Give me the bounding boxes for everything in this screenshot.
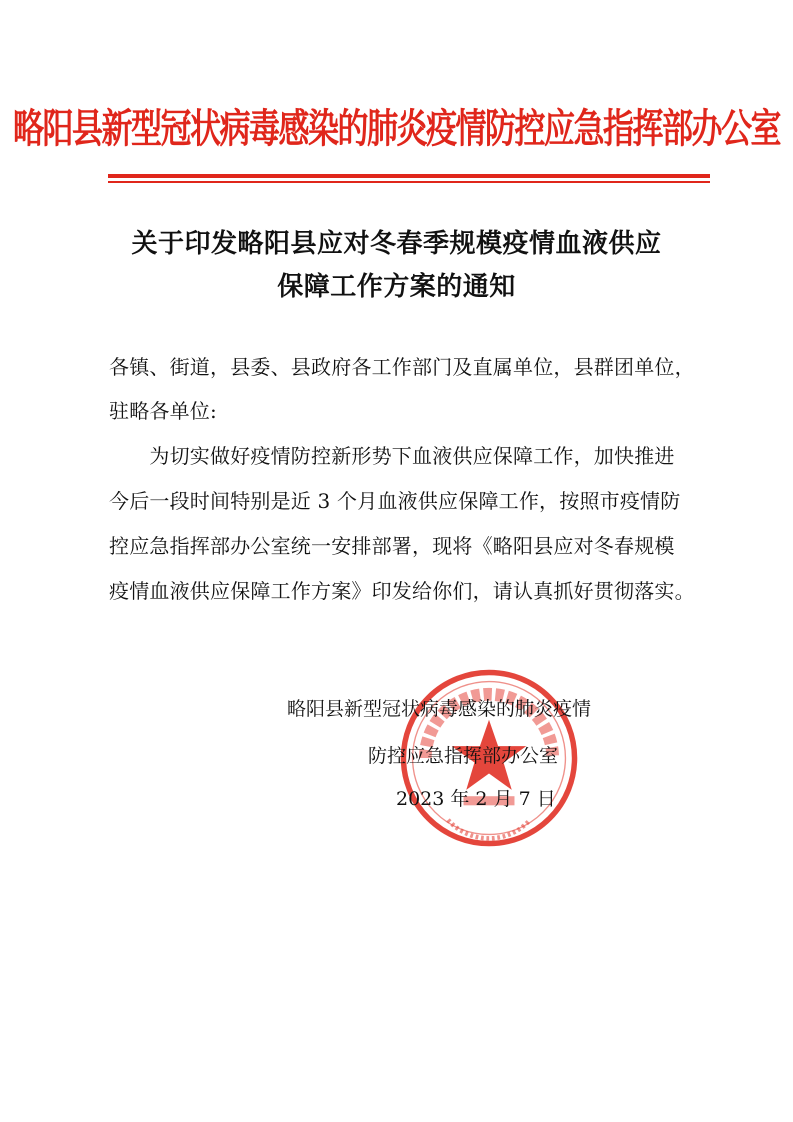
issuer-header: 略阳县新型冠状病毒感染的肺炎疫情防控应急指挥部办公室 bbox=[13, 106, 780, 153]
document-title-line-1: 关于印发略阳县应对冬春季规模疫情血液供应 bbox=[131, 229, 662, 259]
signature-org-line-2: 防控应急指挥部办公室 bbox=[368, 745, 559, 767]
header-divider-thin bbox=[108, 181, 710, 183]
addressee-line-2: 驻略各单位: bbox=[109, 399, 217, 423]
paragraph-line-3: 控应急指挥部办公室统一安排部署，现将《略阳县应对冬春规模 bbox=[109, 534, 675, 558]
addressee-line-1: 各镇、街道，县委、县政府各工作部门及直属单位，县群团单位， bbox=[109, 355, 695, 379]
paragraph-line-1: 为切实做好疫情防控新形势下血液供应保障工作，加快推进 bbox=[109, 444, 675, 468]
paragraph-line-2: 今后一段时间特别是近 3 个月血液供应保障工作，按照市疫情防 bbox=[109, 489, 681, 513]
header-divider-thick bbox=[108, 174, 710, 178]
signature-org-line-1: 略阳县新型冠状病毒感染的肺炎疫情 bbox=[287, 698, 592, 720]
paragraph-line-4: 疫情血液供应保障工作方案》印发给你们，请认真抓好贯彻落实。 bbox=[109, 579, 695, 603]
document-title-line-2: 保障工作方案的通知 bbox=[277, 272, 516, 302]
signature-date: 2023 年 2 月 7 日 bbox=[396, 788, 556, 810]
